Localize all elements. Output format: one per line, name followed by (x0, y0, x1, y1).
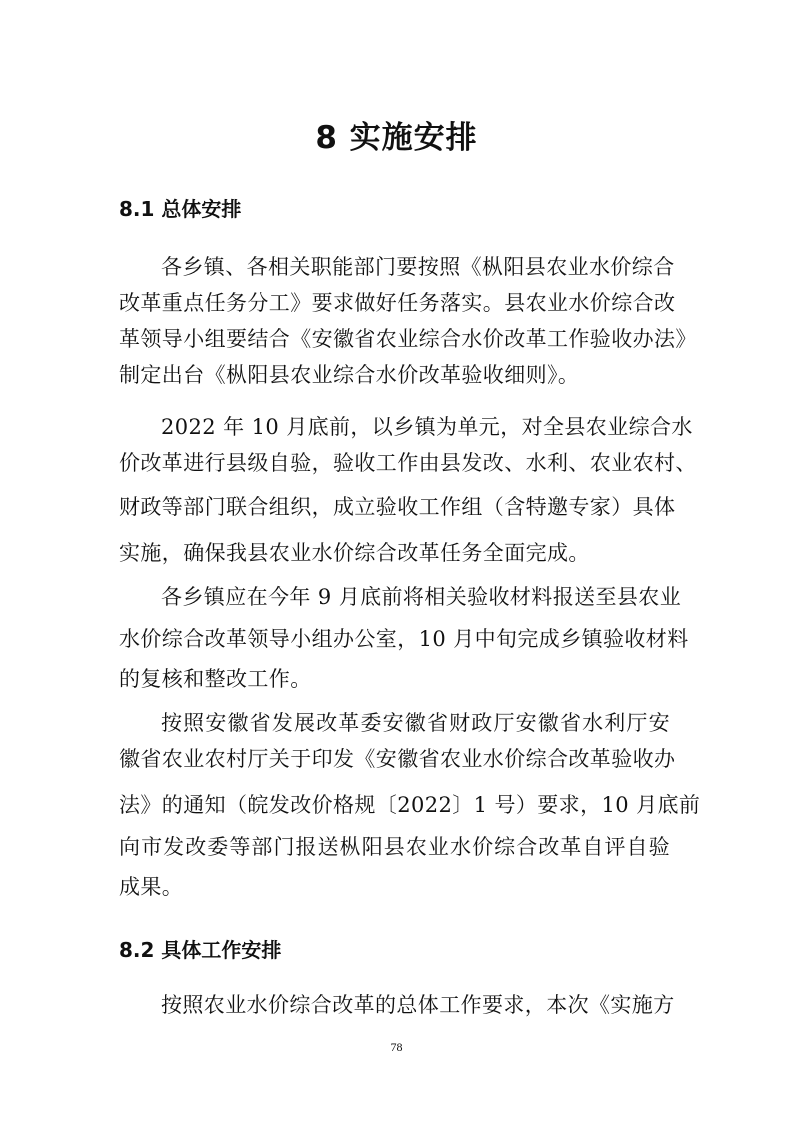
text-line: 的复核和整改工作。 (119, 667, 312, 691)
text-line: 实施，确保我县农业水价综合改革任务全面完成。 (119, 541, 590, 565)
section-heading-8-1: 8.1 总体安排 (119, 197, 242, 221)
text-line: 按照安徽省发展改革委安徽省财政厅安徽省水利厅安 (161, 711, 670, 735)
page-number: 78 (390, 1040, 403, 1054)
chapter-title: 8 实施安排 (315, 120, 478, 156)
text-line: 改革重点任务分工》要求做好任务落实。县农业水价综合改 (119, 291, 676, 315)
text-line: 革领导小组要结合《安徽省农业综合水价改革工作验收办法》 (119, 327, 697, 351)
text-line: 向市发改委等部门报送枞阳县农业水价综合改革自评自验 (119, 835, 670, 859)
text-line: 制定出台《枞阳县农业综合水价改革验收细则》。 (119, 363, 580, 387)
text-line: 徽省农业农村厅关于印发《安徽省农业水价综合改革验收办 (119, 747, 676, 771)
text-line: 各乡镇应在今年 9 月底前将相关验收材料报送至县农业 (161, 585, 682, 609)
text-line: 价改革进行县级自验，验收工作由县发改、水利、农业农村、 (119, 451, 697, 475)
text-line: 2022 年 10 月底前，以乡镇为单元，对全县农业综合水 (161, 415, 693, 439)
text-line: 各乡镇、各相关职能部门要按照《枞阳县农业水价综合 (161, 255, 675, 279)
text-line: 财政等部门联合组织，成立验收工作组（含特邀专家）具体 (119, 495, 676, 519)
section-heading-8-2: 8.2 具体工作安排 (119, 938, 282, 962)
text-line: 水价综合改革领导小组办公室，10 月中旬完成乡镇验收材料 (119, 627, 689, 651)
text-line: 按照农业水价综合改革的总体工作要求，本次《实施方 (161, 993, 675, 1017)
text-line: 法》的通知（皖发改价格规〔2022〕1 号）要求，10 月底前 (119, 793, 701, 817)
text-line: 成果。 (119, 875, 184, 899)
